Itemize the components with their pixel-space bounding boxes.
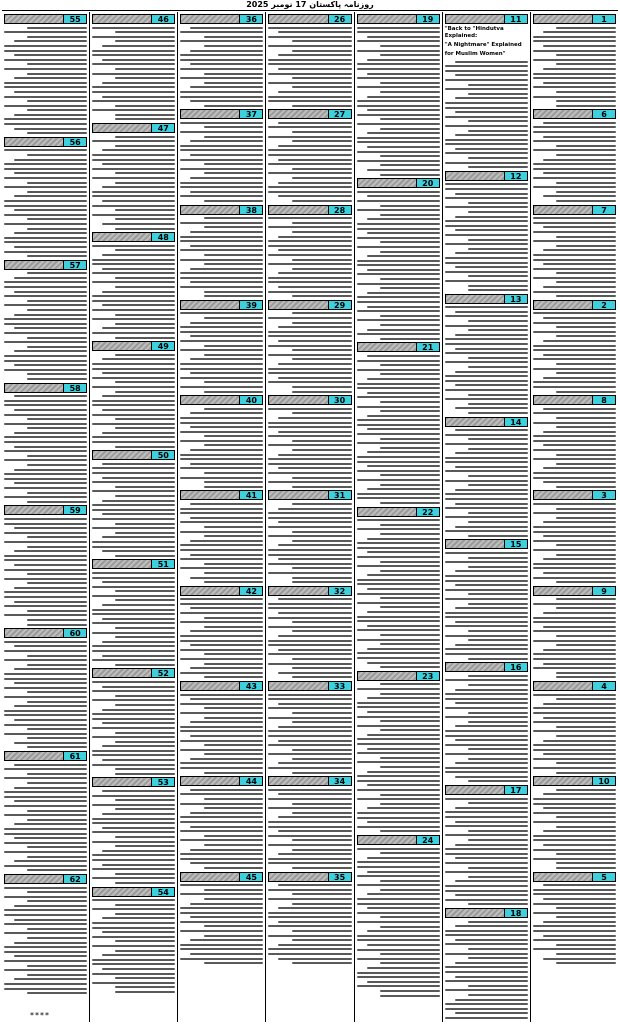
notice-number-badge: 60 [63,628,87,638]
notice-section [533,586,616,679]
notice-body-text [92,354,175,448]
notice-number-badge: 54 [151,887,175,897]
notice-heading-bar [445,662,504,672]
notice-number-badge: 57 [63,260,87,270]
notice-section [4,14,87,134]
notice-number-badge: 47 [151,123,175,133]
notice-section [533,300,616,393]
notice-number-badge: 52 [151,668,175,678]
notice-section [445,417,528,537]
notice-body-text [533,884,616,964]
notice-body-text [445,552,528,660]
notice-body-text [180,503,263,583]
notice-section [180,776,263,869]
notice-heading-bar [268,109,327,119]
column-1 [530,12,618,1022]
notice-heading-bar [533,395,592,405]
notice-heading-bar [180,681,239,691]
notice-number-badge: 46 [151,14,175,24]
notice-section [533,205,616,298]
notice-body-text [180,312,263,392]
notice-heading-bar [180,300,239,310]
notice-number-badge: 49 [151,341,175,351]
notice-number-badge: 43 [239,681,263,691]
notice-section [268,109,351,202]
notice-body-text [533,598,616,678]
notice-number-badge: 3 [592,490,616,500]
notice-heading-bar [533,14,592,24]
notice-number-badge: 28 [328,205,352,215]
notice-body-text [268,789,351,869]
notice-number-badge: 53 [151,777,175,787]
notice-section [180,395,263,488]
column-7 [2,12,89,1022]
column-5 [177,12,265,1022]
column-3 [354,12,442,1022]
notice-body-text [268,217,351,297]
notice-body-text [180,884,263,964]
notice-number-badge: 11 [504,14,528,24]
notice-heading-bar [92,450,151,460]
notice-number-badge: 23 [416,671,440,681]
notice-heading-bar [92,232,151,242]
notice-number-badge: 35 [328,872,352,882]
notice-body-text [180,598,263,678]
notice-section [268,681,351,774]
notice-heading-bar [357,507,416,517]
notice-number-badge: 18 [504,908,528,918]
notice-section [92,232,175,338]
notice-body-text [357,27,440,176]
notice-number-badge: 48 [151,232,175,242]
column-6 [89,12,177,1022]
notice-heading-bar [180,14,239,24]
notice-heading-bar [92,668,151,678]
notice-body-text [4,272,87,380]
notice-section [92,450,175,556]
notice-section [268,395,351,488]
notice-number-badge: 36 [239,14,263,24]
notice-body-text [268,884,351,964]
notice-heading-bar [92,14,151,24]
notice-section [268,586,351,679]
notice-section [4,874,87,994]
notice-section [357,835,440,997]
notice-heading-bar [268,776,327,786]
notice-heading-bar [268,205,327,215]
notice-heading-bar [357,14,416,24]
notice-number-badge: 20 [416,178,440,188]
notice-heading-bar [180,776,239,786]
notice-heading-bar [357,342,416,352]
notice-section [4,137,87,257]
notice-body-text [4,149,87,257]
notice-number-badge: 41 [239,490,263,500]
notice-number-badge: 33 [328,681,352,691]
newspaper-name: روزنامہ پاکستان [309,0,374,9]
notice-heading-bar [445,539,504,549]
notice-number-badge: 13 [504,294,528,304]
notice-body-text [180,217,263,297]
notice-heading-bar [92,123,151,133]
notice-heading-bar [92,559,151,569]
notice-section [445,908,528,1022]
notice-body-text [92,245,175,339]
notice-body-text [4,27,87,135]
notice-heading-bar [533,586,592,596]
notice-section [180,14,263,107]
notice-heading-bar [4,628,63,638]
notice-heading-bar [4,260,63,270]
notice-heading-bar [268,490,327,500]
notice-number-badge: 17 [504,785,528,795]
notice-heading-bar [533,776,592,786]
notice-section [268,300,351,393]
notice-heading-bar [445,171,504,181]
notice-section [533,395,616,488]
notice-number-badge: 14 [504,417,528,427]
notice-section [180,681,263,774]
notice-section [445,785,528,905]
notice-body-text [533,27,616,107]
notice-heading-bar [4,137,63,147]
notice-body-text [92,27,175,121]
notice-body-text [445,921,528,1023]
notice-body-text [445,183,528,291]
notice-section [268,14,351,107]
notice-body-text [533,408,616,488]
notice-section [268,872,351,965]
notice-number-badge: 37 [239,109,263,119]
date-day: 17 [295,0,307,9]
notice-number-badge: 22 [416,507,440,517]
notice-section [4,628,87,748]
notice-heading-bar [445,417,504,427]
english-snippet: "Back to "Hindutva Explained: [444,26,504,39]
notice-body-text [92,463,175,557]
notice-number-badge: 8 [592,395,616,405]
notice-body-text [533,694,616,774]
notice-number-badge: 39 [239,300,263,310]
notice-section [268,776,351,869]
notice-heading-bar [180,109,239,119]
column-4 [265,12,353,1022]
notice-body-text [357,355,440,504]
notice-section [4,751,87,871]
notice-heading-bar [533,109,592,119]
notice-section [533,14,616,107]
notice-number-badge: 4 [592,681,616,691]
notice-body-text [268,408,351,488]
notice-section [180,586,263,679]
notice-body-text [533,789,616,869]
date-month: نومبر [271,0,293,9]
notice-body-text [357,848,440,997]
notice-heading-bar [268,872,327,882]
notice-section [268,490,351,583]
masthead-rule [2,10,618,11]
notice-body-text [268,694,351,774]
notice-heading-bar [4,505,63,515]
notice-body-text [533,217,616,297]
notice-heading-bar [533,490,592,500]
notice-heading-bar [180,872,239,882]
notice-body-text [180,789,263,869]
notice-heading-bar [180,205,239,215]
notice-body-text [4,518,87,626]
notice-body-text [92,681,175,775]
notice-number-badge: 12 [504,171,528,181]
notice-number-badge: 50 [151,450,175,460]
notice-body-text [533,312,616,392]
notice-number-badge: 44 [239,776,263,786]
notice-heading-bar [268,586,327,596]
notice-section [92,668,175,774]
notice-heading-bar [180,586,239,596]
notice-heading-bar [92,777,151,787]
notice-body-text [180,122,263,202]
notice-body-text [180,694,263,774]
notice-body-text [445,675,528,783]
notice-heading-bar [4,14,63,24]
notice-number-badge: 58 [63,383,87,393]
notice-heading-bar [533,205,592,215]
notice-number-badge: 56 [63,137,87,147]
notice-section [533,872,616,965]
notice-heading-bar [180,395,239,405]
footer-stars: **** [30,1011,50,1020]
notice-number-badge: 51 [151,559,175,569]
notice-heading-bar [533,300,592,310]
notice-number-badge: 26 [328,14,352,24]
notice-heading-bar [92,341,151,351]
masthead-date [246,0,374,9]
notice-body-text [445,26,528,168]
notice-section [533,490,616,583]
notice-section [180,872,263,965]
notice-body-text [268,122,351,202]
notice-number-badge: 45 [239,872,263,882]
notice-section [180,109,263,202]
notice-body-text [92,899,175,993]
notice-body-text [445,429,528,537]
classified-page [2,12,618,1022]
notice-section [533,681,616,774]
notice-heading-bar [445,908,504,918]
notice-heading-bar [268,395,327,405]
notice-number-badge: 24 [416,835,440,845]
notice-body-text [268,598,351,678]
notice-section [92,887,175,993]
notice-heading-bar [445,14,504,24]
notice-section [357,178,440,340]
notice-body-text [533,122,616,202]
notice-section [92,14,175,120]
notice-section [445,662,528,782]
notice-section [4,260,87,380]
notice-body-text [4,887,87,995]
notice-number-badge: 10 [592,776,616,786]
notice-body-text [268,503,351,583]
notice-section [268,205,351,298]
notice-heading-bar [268,14,327,24]
notice-body-text [92,572,175,666]
notice-section [357,14,440,176]
date-year: 2025 [246,0,269,9]
notice-number-badge: 19 [416,14,440,24]
notice-body-text [357,683,440,832]
notice-heading-bar [533,872,592,882]
notice-heading-bar [4,751,63,761]
notice-number-badge: 42 [239,586,263,596]
notice-number-badge: 21 [416,342,440,352]
notice-section [533,109,616,202]
notice-section [4,383,87,503]
notice-number-badge: 62 [63,874,87,884]
notice-section [92,341,175,447]
notice-body-text [357,191,440,340]
notice-body-text [445,306,528,414]
notice-number-badge: 30 [328,395,352,405]
masthead [0,0,620,10]
notice-section [445,171,528,291]
notice-body-text [180,408,263,488]
notice-number-badge: 16 [504,662,528,672]
notice-number-badge: 9 [592,586,616,596]
notice-body-text [92,790,175,884]
notice-number-badge: 2 [592,300,616,310]
notice-number-badge: 40 [239,395,263,405]
notice-body-text [357,519,440,668]
notice-section [180,300,263,393]
notice-body-text [4,764,87,872]
notice-body-text [4,395,87,503]
notice-number-badge: 55 [63,14,87,24]
notice-body-text [268,312,351,392]
notice-heading-bar [445,294,504,304]
notice-heading-bar [180,490,239,500]
notice-section [445,14,528,168]
notice-section [533,776,616,869]
notice-section [4,505,87,625]
notice-number-badge: 27 [328,109,352,119]
english-snippet: for Muslim Women" [444,51,506,57]
notice-number-badge: 38 [239,205,263,215]
notice-number-badge: 5 [592,872,616,882]
notice-section [357,507,440,669]
notice-number-badge: 31 [328,490,352,500]
notice-section [180,490,263,583]
notice-section [445,294,528,414]
notice-section [357,342,440,504]
notice-heading-bar [4,383,63,393]
notice-heading-bar [533,681,592,691]
notice-number-badge: 29 [328,300,352,310]
notice-body-text [4,641,87,749]
notice-section [92,777,175,883]
notice-number-badge: 1 [592,14,616,24]
notice-body-text [268,27,351,107]
english-snippet: "A Nightmare" Explained [444,42,522,48]
notice-heading-bar [268,300,327,310]
notice-heading-bar [268,681,327,691]
notice-heading-bar [445,785,504,795]
notice-section [92,123,175,229]
notice-body-text [533,503,616,583]
notice-heading-bar [4,874,63,884]
notice-body-text [180,27,263,107]
notice-heading-bar [92,887,151,897]
notice-number-badge: 6 [592,109,616,119]
notice-number-badge: 59 [63,505,87,515]
notice-heading-bar [357,835,416,845]
notice-number-badge: 34 [328,776,352,786]
notice-section [180,205,263,298]
notice-section [445,539,528,659]
notice-body-text [445,798,528,906]
notice-section [92,559,175,665]
notice-section [357,671,440,833]
notice-number-badge: 7 [592,205,616,215]
notice-number-badge: 15 [504,539,528,549]
notice-number-badge: 61 [63,751,87,761]
column-2 [442,12,530,1022]
notice-heading-bar [357,671,416,681]
notice-heading-bar [357,178,416,188]
notice-number-badge: 32 [328,586,352,596]
notice-body-text [92,136,175,230]
